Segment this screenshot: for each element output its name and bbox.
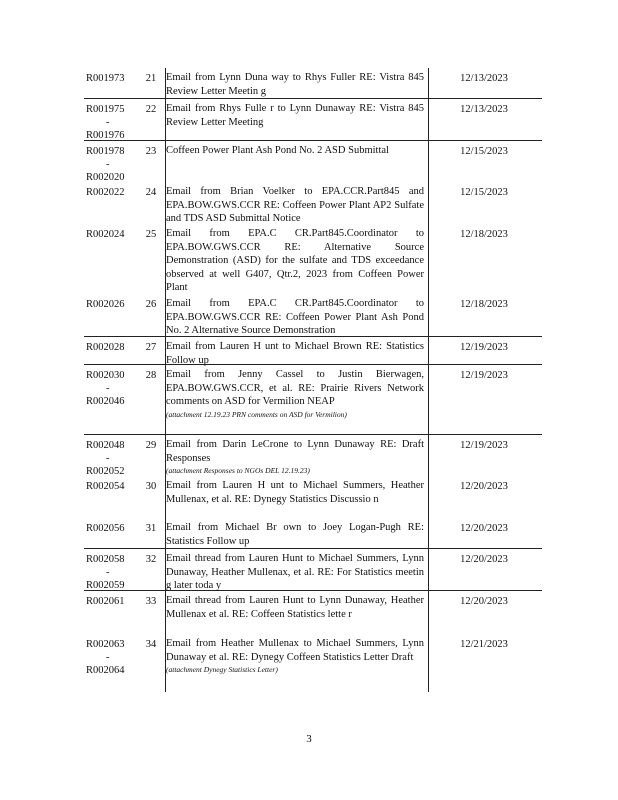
table-row — [84, 68, 542, 98]
range-dash: - — [106, 567, 110, 578]
table-row — [84, 590, 542, 634]
record-id-range — [86, 103, 144, 142]
table-row — [84, 634, 542, 694]
item-number: 23 — [145, 146, 157, 157]
item-date: 12/21/2023 — [460, 639, 508, 650]
item-date: 12/13/2023 — [460, 104, 508, 115]
record-id-range — [86, 145, 144, 184]
item-number: 28 — [145, 370, 157, 381]
item-number: 22 — [145, 104, 157, 115]
item-date: 12/20/2023 — [460, 596, 508, 607]
description-text: Email from Jenny Cassel to Justin Bierwagen, EPA.BOW.GWS.CCR, et al. RE: Prairie Rivers Network comments on ASD for Vermilion NEAP — [166, 369, 424, 407]
record-id-range — [86, 72, 144, 85]
record-id: R002028 — [86, 342, 125, 353]
table-row — [84, 98, 542, 140]
item-date: 12/18/2023 — [460, 229, 508, 240]
description-text: Email from Heather Mullenax to Michael Summers, Lynn Dunaway et al. RE: Dynegy Coffeen Statistics Letter Draft — [166, 638, 424, 663]
item-description — [166, 185, 424, 226]
record-id: R002052 — [86, 466, 125, 477]
description-text: Email from EPA.C CR.Part845.Coordinator to EPA.BOW.GWS.CCR RE: Alternative Source Demonstration (ASD) for the sulfate and TDS exceedance observed at well G407, Qtr.2, 2023 from Coffeen Power Plant — [166, 228, 424, 293]
range-dash: - — [106, 652, 110, 663]
description-text: Email from Darin LeCrone to Lynn Dunaway RE: Draft Responses — [166, 439, 424, 464]
record-id: R002046 — [86, 396, 125, 407]
table-row — [84, 476, 542, 518]
record-id: R002022 — [86, 187, 125, 198]
item-number: 32 — [145, 554, 157, 565]
item-description — [166, 479, 424, 506]
description-text: Email from Lauren H unt to Michael Summers, Heather Mullenax, et al. RE: Dynegy Statistics Discussio n — [166, 480, 424, 505]
item-description — [166, 521, 424, 548]
record-id: R002024 — [86, 229, 125, 240]
record-id: R002064 — [86, 665, 125, 676]
item-date: 12/19/2023 — [460, 440, 508, 451]
item-number: 34 — [145, 639, 157, 650]
description-text: Email from Lynn Duna way to Rhys Fuller RE: Vistra 845 Review Letter Meetin g — [166, 72, 424, 97]
range-dash: - — [106, 117, 110, 128]
record-id: R002020 — [86, 172, 125, 183]
description-text: Email from Lauren H unt to Michael Brown RE: Statistics Follow up — [166, 341, 424, 366]
table-row — [84, 518, 542, 548]
item-description — [166, 438, 424, 476]
range-dash: - — [106, 453, 110, 464]
description-text: Email from Brian Voelker to EPA.CCR.Part845 and EPA.BOW.GWS.CCR RE: Coffeen Power Plant AP2 Sulfate and TDS ASD Submittal Notice — [166, 186, 424, 224]
item-number: 33 — [145, 596, 157, 607]
record-id: R002026 — [86, 299, 125, 310]
item-description — [166, 340, 424, 367]
table-row — [84, 182, 542, 224]
record-id-range — [86, 638, 144, 677]
record-id-range — [86, 480, 144, 493]
table-row — [84, 548, 542, 590]
item-number: 21 — [145, 73, 157, 84]
item-description — [166, 71, 424, 98]
item-description — [166, 594, 424, 621]
record-id: R001978 — [86, 146, 125, 157]
record-id: R001976 — [86, 130, 125, 141]
range-dash: - — [106, 159, 110, 170]
item-number: 31 — [145, 523, 157, 534]
record-id: R002061 — [86, 596, 125, 607]
record-id: R002048 — [86, 440, 125, 451]
item-date: 12/15/2023 — [460, 146, 508, 157]
attachment-note: (attachment Responses to NGOs DEL 12.19.23) — [166, 466, 310, 475]
item-number: 27 — [145, 342, 157, 353]
item-description — [166, 552, 424, 593]
record-id: R002056 — [86, 523, 125, 534]
table-row — [84, 140, 542, 182]
description-text: Email thread from Lauren Hunt to Lynn Dunaway, Heather Mullenax et al. RE: Coffeen Statistics lette r — [166, 595, 424, 620]
record-id: R002063 — [86, 639, 125, 650]
record-id: R002054 — [86, 481, 125, 492]
table-row — [84, 364, 542, 434]
item-description — [166, 227, 424, 295]
item-number: 25 — [145, 229, 157, 240]
item-number: 30 — [145, 481, 157, 492]
description-text: Coffeen Power Plant Ash Pond No. 2 ASD Submittal — [166, 145, 389, 156]
item-date: 12/19/2023 — [460, 342, 508, 353]
item-date: 12/18/2023 — [460, 299, 508, 310]
item-date: 12/13/2023 — [460, 73, 508, 84]
record-id-range — [86, 341, 144, 354]
page-number: 3 — [306, 733, 312, 745]
range-dash: - — [106, 383, 110, 394]
record-id-range — [86, 522, 144, 535]
item-date: 12/15/2023 — [460, 187, 508, 198]
attachment-note: (attachment Dynegy Statistics Letter) — [166, 665, 278, 674]
record-id-range — [86, 439, 144, 478]
item-description — [166, 637, 424, 675]
table-row — [84, 336, 542, 364]
attachment-note: (attachment 12.19.23 PRN comments on ASD for Vermilion) — [166, 409, 347, 419]
document-index-table — [84, 68, 542, 694]
record-id-range — [86, 369, 144, 408]
item-description — [166, 368, 424, 420]
item-description — [166, 102, 424, 129]
record-id: R002058 — [86, 554, 125, 565]
description-text: Email from Michael Br own to Joey Logan-Pugh RE: Statistics Follow up — [166, 522, 424, 547]
record-id-range — [86, 228, 144, 241]
record-id: R002030 — [86, 370, 125, 381]
description-text: Email thread from Lauren Hunt to Michael Summers, Lynn Dunaway, Heather Mullenax, et al. RE: For Statistics meetin g later toda y — [166, 553, 424, 591]
item-number: 26 — [145, 299, 157, 310]
record-id: R001973 — [86, 73, 125, 84]
item-description — [166, 297, 424, 338]
item-number: 29 — [145, 440, 157, 451]
record-id: R002059 — [86, 580, 125, 591]
record-id: R001975 — [86, 104, 125, 115]
item-date: 12/20/2023 — [460, 554, 508, 565]
description-text: Email from EPA.C CR.Part845.Coordinator to EPA.BOW.GWS.CCR RE: Coffeen Power Plant Ash Pond No. 2 Alternative Source Demonstration — [166, 298, 424, 336]
item-number: 24 — [145, 187, 157, 198]
item-date: 12/20/2023 — [460, 523, 508, 534]
description-text: Email from Rhys Fulle r to Lynn Dunaway RE: Vistra 845 Review Letter Meeting — [166, 103, 424, 128]
record-id-range — [86, 595, 144, 608]
record-id-range — [86, 186, 144, 199]
item-description — [166, 144, 424, 158]
table-row — [84, 294, 542, 336]
record-id-range — [86, 298, 144, 311]
item-date: 12/20/2023 — [460, 481, 508, 492]
table-row — [84, 224, 542, 294]
item-date: 12/19/2023 — [460, 370, 508, 381]
record-id-range — [86, 553, 144, 592]
table-row — [84, 434, 542, 476]
